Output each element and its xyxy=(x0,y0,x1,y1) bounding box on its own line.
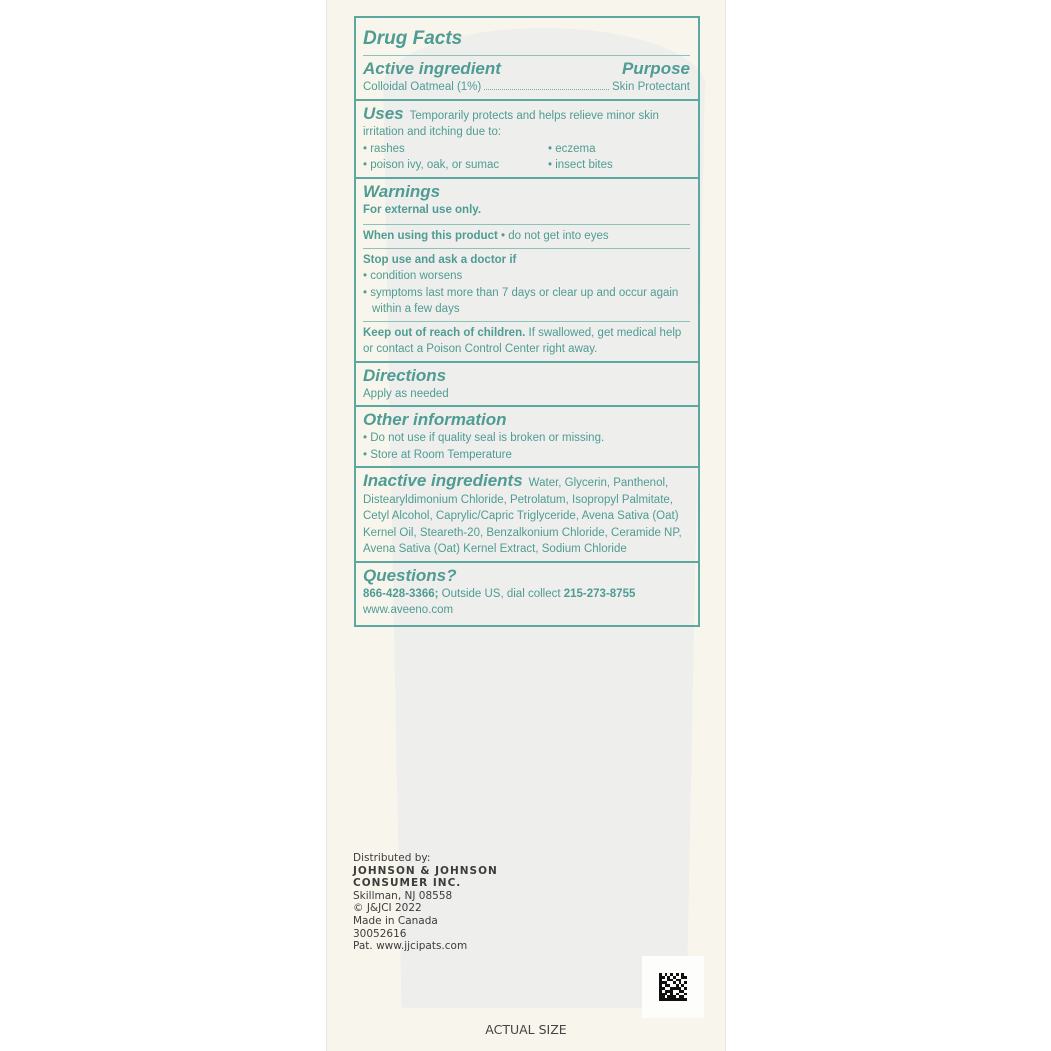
uses-item: • insect bites xyxy=(548,159,613,171)
uses-item: • eczema xyxy=(548,142,596,155)
active-ingredient-heading: Active ingredient xyxy=(363,59,501,78)
phone-number: 866-428-3366; xyxy=(363,587,439,600)
stop-use-item: • symptoms last more than 7 days or clear up and occur again xyxy=(363,286,679,299)
product-code: 30052616 xyxy=(353,927,407,940)
purpose-heading: Purpose xyxy=(621,59,690,78)
external-use-text: For external use only. xyxy=(363,203,482,216)
when-using-block xyxy=(363,224,690,245)
uses-item: • poison ivy, oak, or sumac xyxy=(363,159,500,171)
company-name-line1: JOHNSON & JOHNSON xyxy=(353,864,498,877)
uses-list xyxy=(363,141,690,174)
other-info-heading: Other information xyxy=(363,410,507,429)
copyright: © J&JCI 2022 xyxy=(353,902,422,915)
actual-size-label: ACTUAL SIZE xyxy=(485,1022,567,1037)
dot-leader xyxy=(484,89,609,90)
directions-section xyxy=(356,361,698,406)
inactive-section xyxy=(356,466,698,561)
company-name-line2: CONSUMER INC. xyxy=(353,877,462,890)
uses-section xyxy=(356,99,698,177)
distributed-by-label: Distributed by: xyxy=(353,852,431,864)
patent-info: Pat. www.jjcipats.com xyxy=(353,940,468,953)
inactive-heading: Inactive ingredients xyxy=(363,471,523,490)
uses-text: Temporarily protects and helps relieve minor skin irritation and itching due to: xyxy=(363,109,659,138)
keep-out-text: If swallowed, get medical help or contact a Poison Control Center right away. xyxy=(363,326,682,355)
distributor-info xyxy=(353,852,498,953)
keep-out-block xyxy=(363,321,690,358)
datamatrix-code xyxy=(642,956,704,1018)
drug-facts-box xyxy=(354,16,700,627)
warnings-section xyxy=(356,177,698,361)
stop-use-label: Stop use and ask a doctor if xyxy=(363,253,517,266)
questions-section xyxy=(356,561,698,625)
uses-item: • rashes xyxy=(363,142,405,155)
when-using-label: When using this product xyxy=(363,230,498,242)
other-info-item: • Do not use if quality seal is broken or missing. xyxy=(363,432,605,444)
website-link: www.aveeno.com xyxy=(363,604,454,616)
questions-heading: Questions? xyxy=(363,565,457,585)
active-ingredient: Colloidal Oatmeal (1%) xyxy=(363,81,482,93)
drug-facts-title: Drug Facts xyxy=(363,21,690,56)
directions-text: Apply as needed xyxy=(363,387,449,400)
drug-facts-header xyxy=(356,18,698,99)
outside-us-text: Outside US, dial collect xyxy=(441,587,561,600)
made-in: Made in Canada xyxy=(353,914,438,927)
other-info-section xyxy=(356,405,698,466)
directions-heading: Directions xyxy=(363,365,447,385)
outside-phone-number: 215-273-8755 xyxy=(563,587,636,600)
other-info-item: • Store at Room Temperature xyxy=(363,448,512,461)
stop-use-block xyxy=(363,248,690,318)
stop-use-item: • condition worsens xyxy=(363,270,463,282)
inactive-text: Water, Glycerin, Panthenol, Distearyldimonium Chloride, Petrolatum, Isopropyl Palmitate, Cetyl Alcohol, Caprylic/Capric Triglyceride, Avena Sativa (Oat) Kernel Oil, Steareth-20, Benzalkonium Chloride, Ceramide NP, Avena Sativa (Oat) Kernel Extract, Sodium Chloride xyxy=(363,477,682,555)
stop-use-item-cont: within a few days xyxy=(372,303,460,315)
company-address: Skillman, NJ 08558 xyxy=(353,889,453,902)
when-using-text: • do not get into eyes xyxy=(501,230,609,242)
uses-heading: Uses xyxy=(363,103,404,123)
warnings-heading: Warnings xyxy=(363,181,441,201)
purpose-value: Skin Protectant xyxy=(612,81,690,93)
keep-out-label: Keep out of reach of children. xyxy=(363,326,526,339)
datamatrix-icon xyxy=(659,973,687,1001)
